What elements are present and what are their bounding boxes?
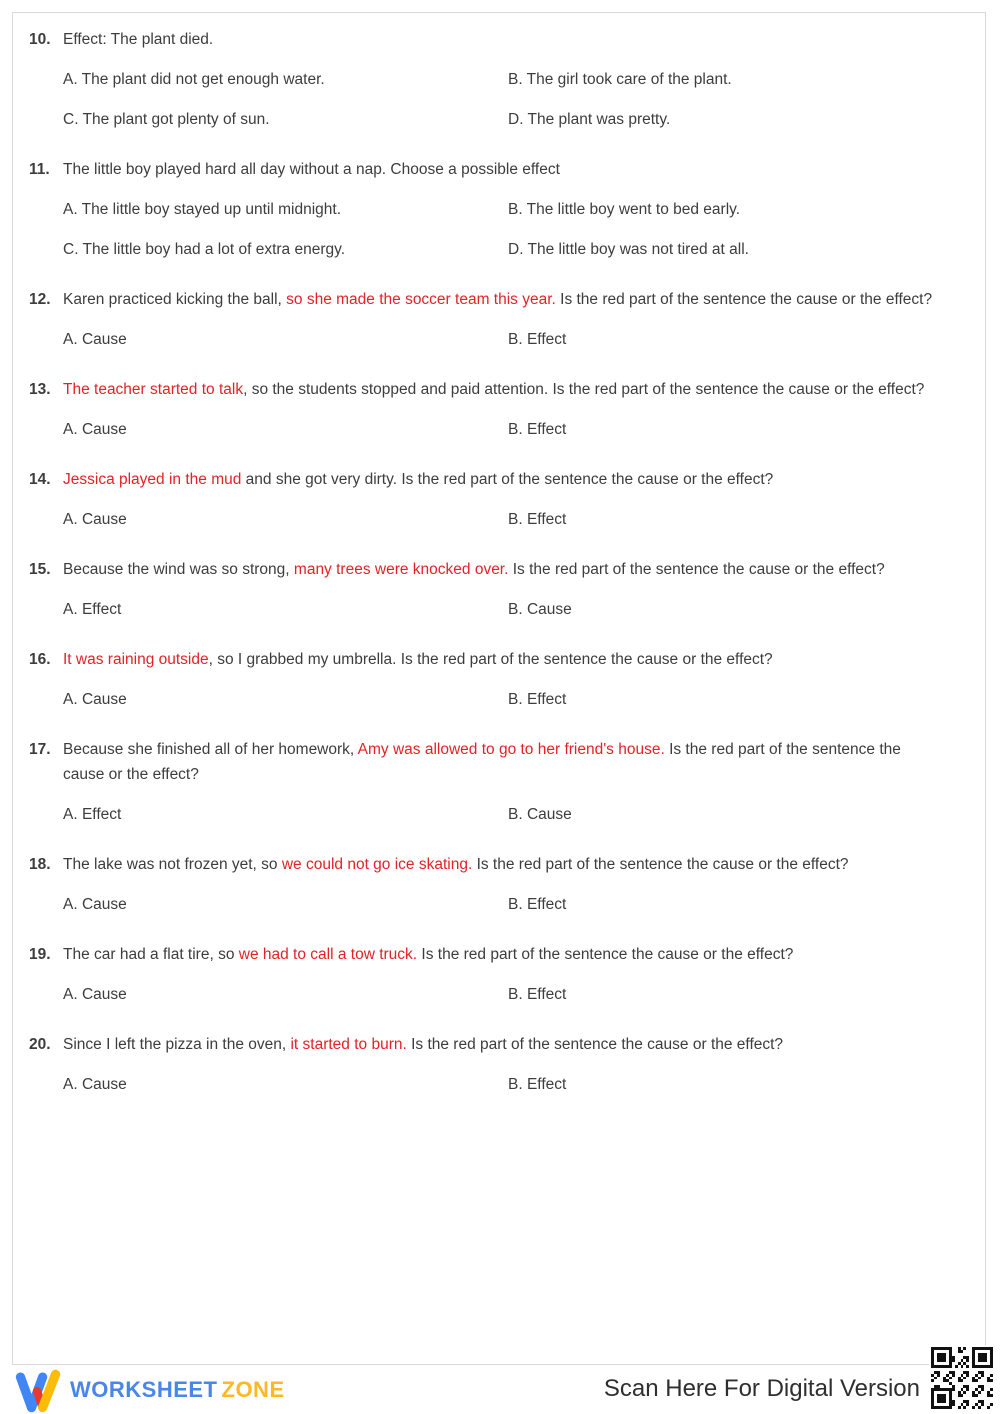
question-text-segment: Is the red part of the sentence the cause or the effect?: [417, 946, 794, 963]
answer-option: A. Cause: [63, 421, 127, 438]
question-text-segment: Since I left the pizza in the oven,: [63, 1036, 291, 1053]
answer-option: A. The plant did not get enough water.: [63, 71, 325, 88]
question-body: [63, 942, 941, 1007]
question-number: 18.: [29, 856, 51, 873]
answer-option: A. Cause: [63, 511, 127, 528]
question-body: [63, 467, 941, 532]
options-row: [63, 1072, 941, 1097]
question-text-segment: Is the red part of the sentence the cause or the effect?: [472, 856, 849, 873]
answer-option: A. Cause: [63, 986, 127, 1003]
answer-option: B. Effect: [508, 511, 567, 528]
question-text-segment: Is the red part of the sentence the cause or the effect?: [508, 561, 885, 578]
question-item: [29, 287, 941, 352]
question-item: [29, 557, 941, 622]
question-text-segment: Because she finished all of her homework,: [63, 741, 358, 758]
scan-here-label: Scan Here For Digital Version: [603, 1375, 920, 1402]
answer-option: B. Cause: [508, 601, 572, 618]
answer-option: A. Cause: [63, 1076, 127, 1093]
question-text: [63, 377, 941, 402]
answer-option: B. Effect: [508, 691, 567, 708]
answer-option: A. The little boy stayed up until midnight.: [63, 201, 342, 218]
question-text-segment: Effect: The plant died.: [63, 31, 214, 48]
answer-option: B. Effect: [508, 986, 567, 1003]
question-text-segment: Is the red part of the sentence the cause or the effect?: [63, 741, 901, 783]
question-text-segment: and she got very dirty. Is the red part of the sentence the cause or the effect?: [241, 471, 774, 488]
answer-option: B. Effect: [508, 1076, 567, 1093]
question-text-segment: , so the students stopped and paid attention. Is the red part of the sentence the cause or the effect?: [243, 381, 925, 398]
question-number: 15.: [29, 561, 51, 578]
worksheetzone-logo-text: [70, 1377, 285, 1403]
red-phrase: we could not go ice skating.: [281, 856, 473, 873]
answer-option: A. Cause: [63, 896, 127, 913]
question-text: [63, 287, 941, 312]
question-text: [63, 942, 941, 967]
question-number: 20.: [29, 1036, 51, 1053]
answer-option: D. The plant was pretty.: [508, 111, 671, 128]
question-number: 13.: [29, 381, 51, 398]
question-text-segment: Is the red part of the sentence the cause or the effect?: [555, 291, 933, 308]
question-text-segment: The little boy played hard all day without a nap. Choose a possible effect: [63, 161, 560, 178]
question-text-segment: The lake was not frozen yet, so: [63, 856, 282, 873]
options-row: [63, 892, 941, 917]
question-number: 14.: [29, 471, 51, 488]
question-body: [63, 852, 941, 917]
question-body: [63, 157, 941, 262]
question-text: [63, 852, 941, 877]
question-text-segment: Karen practiced kicking the ball,: [63, 291, 287, 308]
question-text: [63, 737, 941, 787]
question-item: [29, 1032, 941, 1097]
answer-option: A. Cause: [63, 331, 127, 348]
answer-option: C. The little boy had a lot of extra energy.: [63, 241, 346, 258]
worksheetzone-logo: [14, 1366, 285, 1414]
question-body: [63, 27, 941, 132]
question-body: [63, 557, 941, 622]
question-item: [29, 467, 941, 532]
answer-option: A. Effect: [63, 806, 122, 823]
question-body: [63, 1032, 941, 1097]
answer-option: B. Effect: [508, 421, 567, 438]
brand-word-zone: ZONE: [221, 1377, 285, 1402]
question-list: [29, 27, 941, 1097]
options-row: [63, 802, 941, 827]
options-row: [63, 687, 941, 712]
question-text: [63, 157, 941, 182]
brand-word-worksheet: WORKSHEET: [70, 1377, 218, 1402]
options-row: [63, 417, 941, 442]
question-number: 12.: [29, 291, 51, 308]
options-row: [63, 597, 941, 622]
question-item: [29, 737, 941, 827]
question-text: [63, 557, 941, 582]
footer: [0, 1366, 1000, 1414]
question-body: [63, 287, 941, 352]
answer-option: A. Effect: [63, 601, 122, 618]
question-body: [63, 377, 941, 442]
red-phrase: so she made the soccer team this year.: [286, 291, 556, 308]
answer-option: B. The little boy went to bed early.: [508, 201, 741, 218]
options-row: [63, 237, 941, 262]
question-item: [29, 157, 941, 262]
options-row: [63, 327, 941, 352]
red-phrase: we had to call a tow truck.: [238, 946, 418, 963]
question-item: [29, 27, 941, 132]
question-number: 17.: [29, 741, 51, 758]
options-row: [63, 67, 941, 92]
question-item: [29, 852, 941, 917]
options-row: [63, 507, 941, 532]
red-phrase: Amy was allowed to go to her friend's house.: [357, 741, 665, 758]
answer-option: B. Effect: [508, 331, 567, 348]
options-row: [63, 982, 941, 1007]
question-text-segment: The car had a flat tire, so: [63, 946, 239, 963]
question-text: [63, 467, 941, 492]
question-item: [29, 647, 941, 712]
question-body: [63, 737, 941, 827]
question-number: 10.: [29, 31, 51, 48]
answer-option: B. The girl took care of the plant.: [508, 71, 732, 88]
question-body: [63, 647, 941, 712]
red-phrase: many trees were knocked over.: [293, 561, 509, 578]
worksheet-page: [12, 12, 986, 1365]
question-number: 19.: [29, 946, 51, 963]
answer-option: D. The little boy was not tired at all.: [508, 241, 749, 258]
red-phrase: The teacher started to talk: [63, 381, 244, 398]
question-text-segment: , so I grabbed my umbrella. Is the red part of the sentence the cause or the effect?: [208, 651, 773, 668]
question-text-segment: Because the wind was so strong,: [63, 561, 294, 578]
red-phrase: Jessica played in the mud: [63, 471, 242, 488]
answer-option: C. The plant got plenty of sun.: [63, 111, 270, 128]
question-number: 16.: [29, 651, 51, 668]
question-text: [63, 1032, 941, 1057]
question-text: [63, 27, 941, 52]
answer-option: B. Effect: [508, 896, 567, 913]
options-row: [63, 197, 941, 222]
question-text: [63, 647, 941, 672]
options-row: [63, 107, 941, 132]
answer-option: B. Cause: [508, 806, 572, 823]
red-phrase: it started to burn.: [290, 1036, 407, 1053]
answer-option: A. Cause: [63, 691, 127, 708]
worksheetzone-logo-mark: [14, 1366, 62, 1414]
qr-code: [929, 1345, 995, 1411]
question-number: 11.: [29, 161, 50, 178]
red-phrase: It was raining outside: [63, 651, 209, 668]
question-item: [29, 377, 941, 442]
question-item: [29, 942, 941, 1007]
question-text-segment: Is the red part of the sentence the cause or the effect?: [406, 1036, 784, 1053]
